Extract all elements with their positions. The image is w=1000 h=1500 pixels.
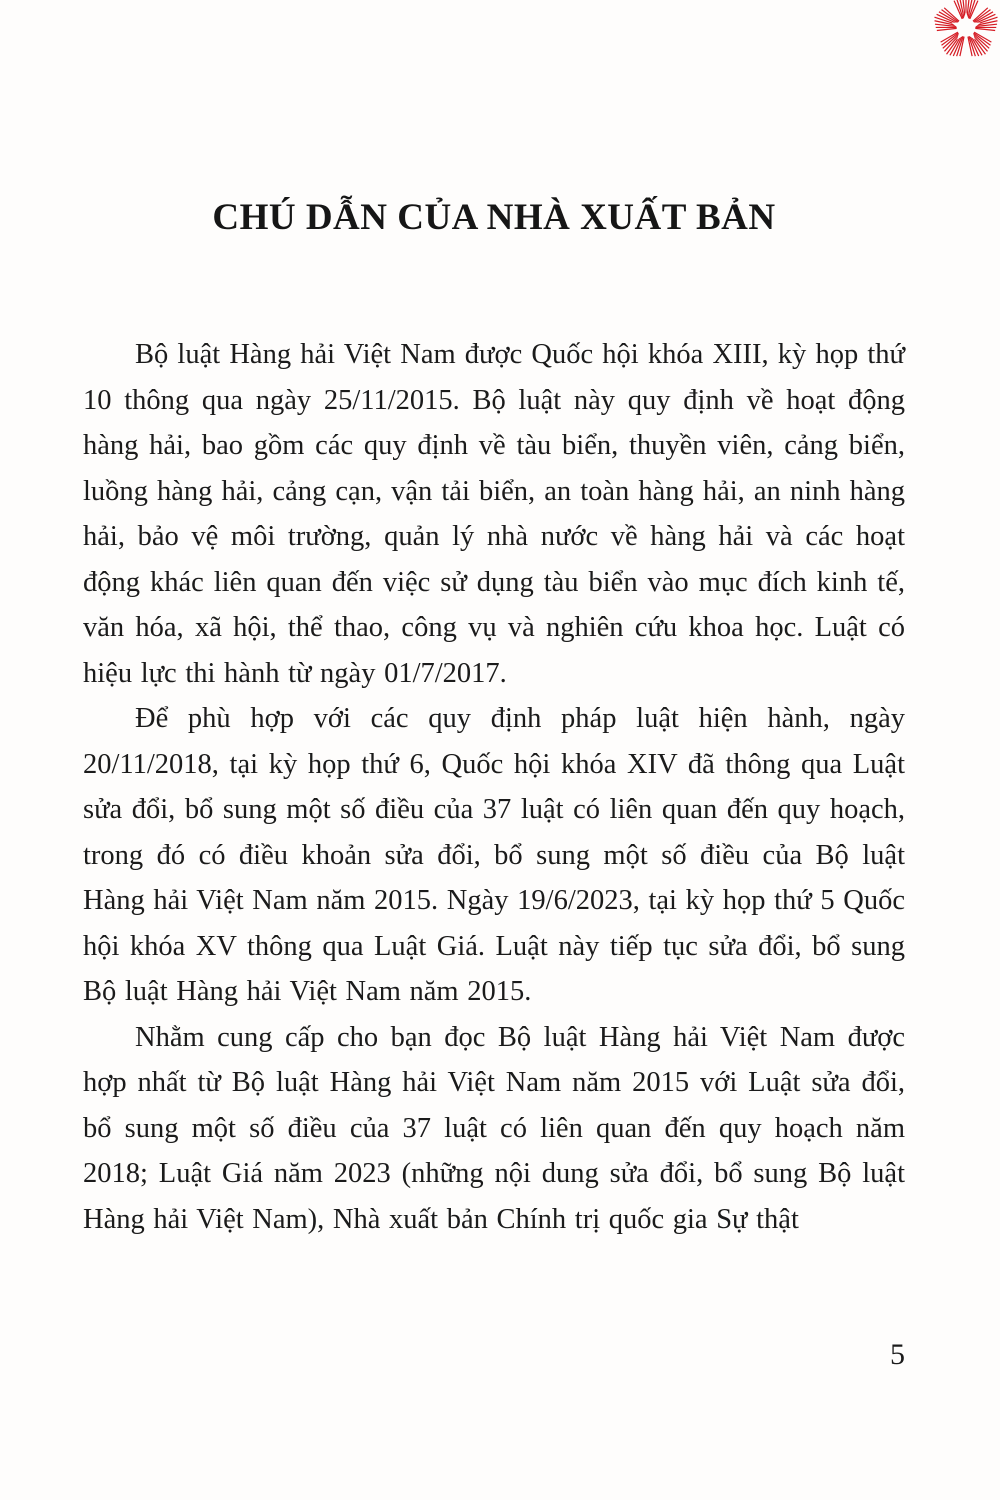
document-body bbox=[83, 332, 905, 1242]
star-shape bbox=[952, 12, 981, 39]
page-title: CHÚ DẪN CỦA NHÀ XUẤT BẢN bbox=[212, 197, 776, 238]
page-number: 5 bbox=[890, 1338, 905, 1371]
paragraph-1: Bộ luật Hàng hải Việt Nam được Quốc hội khóa XIII, kỳ họp thứ 10 thông qua ngày 25/11/2015. Bộ luật này quy định về hoạt động hàng hải, bao gồm các quy định về tàu biển, thuyền viên, cảng biển, luồng hàng hải, cảng cạn, vận tải biển, an toàn hàng hải, an ninh hàng hải, bảo vệ môi trường, quản lý nhà nước về hàng hải và các hoạt động khác liên quan đến việc sử dụng tàu biển vào mục đích kinh tế, văn hóa, xã hội, thể thao, công vụ và nghiên cứu khoa học. Luật có hiệu lực thi hành từ ngày 01/7/2017. bbox=[83, 339, 905, 689]
paragraph-3: Nhằm cung cấp cho bạn đọc Bộ luật Hàng hải Việt Nam được hợp nhất từ Bộ luật Hàng hải Việt Nam năm 2015 với Luật sửa đổi, bổ sung một số điều của 37 luật có liên quan đến quy hoạch năm 2018; Luật Giá năm 2023 (những nội dung sửa đổi, bổ sung Bộ luật Hàng hải Việt Nam), Nhà xuất bản Chính trị quốc gia Sự thật bbox=[83, 1021, 905, 1235]
paragraph-2: Để phù hợp với các quy định pháp luật hiện hành, ngày 20/11/2018, tại kỳ họp thứ 6, Quốc hội khóa XIV đã thông qua Luật sửa đổi, bổ sung một số điều của 37 luật có liên quan đến quy hoạch, trong đó có điều khoản sửa đổi, bổ sung một số điều của Bộ luật Hàng hải Việt Nam năm 2015. Ngày 19/6/2023, tại kỳ họp thứ 5 Quốc hội khóa XV thông qua Luật Giá. Luật này tiếp tục sửa đổi, bổ sung Bộ luật Hàng hải Việt Nam năm 2015. bbox=[83, 703, 905, 1007]
publisher-logo-icon bbox=[930, 0, 1000, 62]
